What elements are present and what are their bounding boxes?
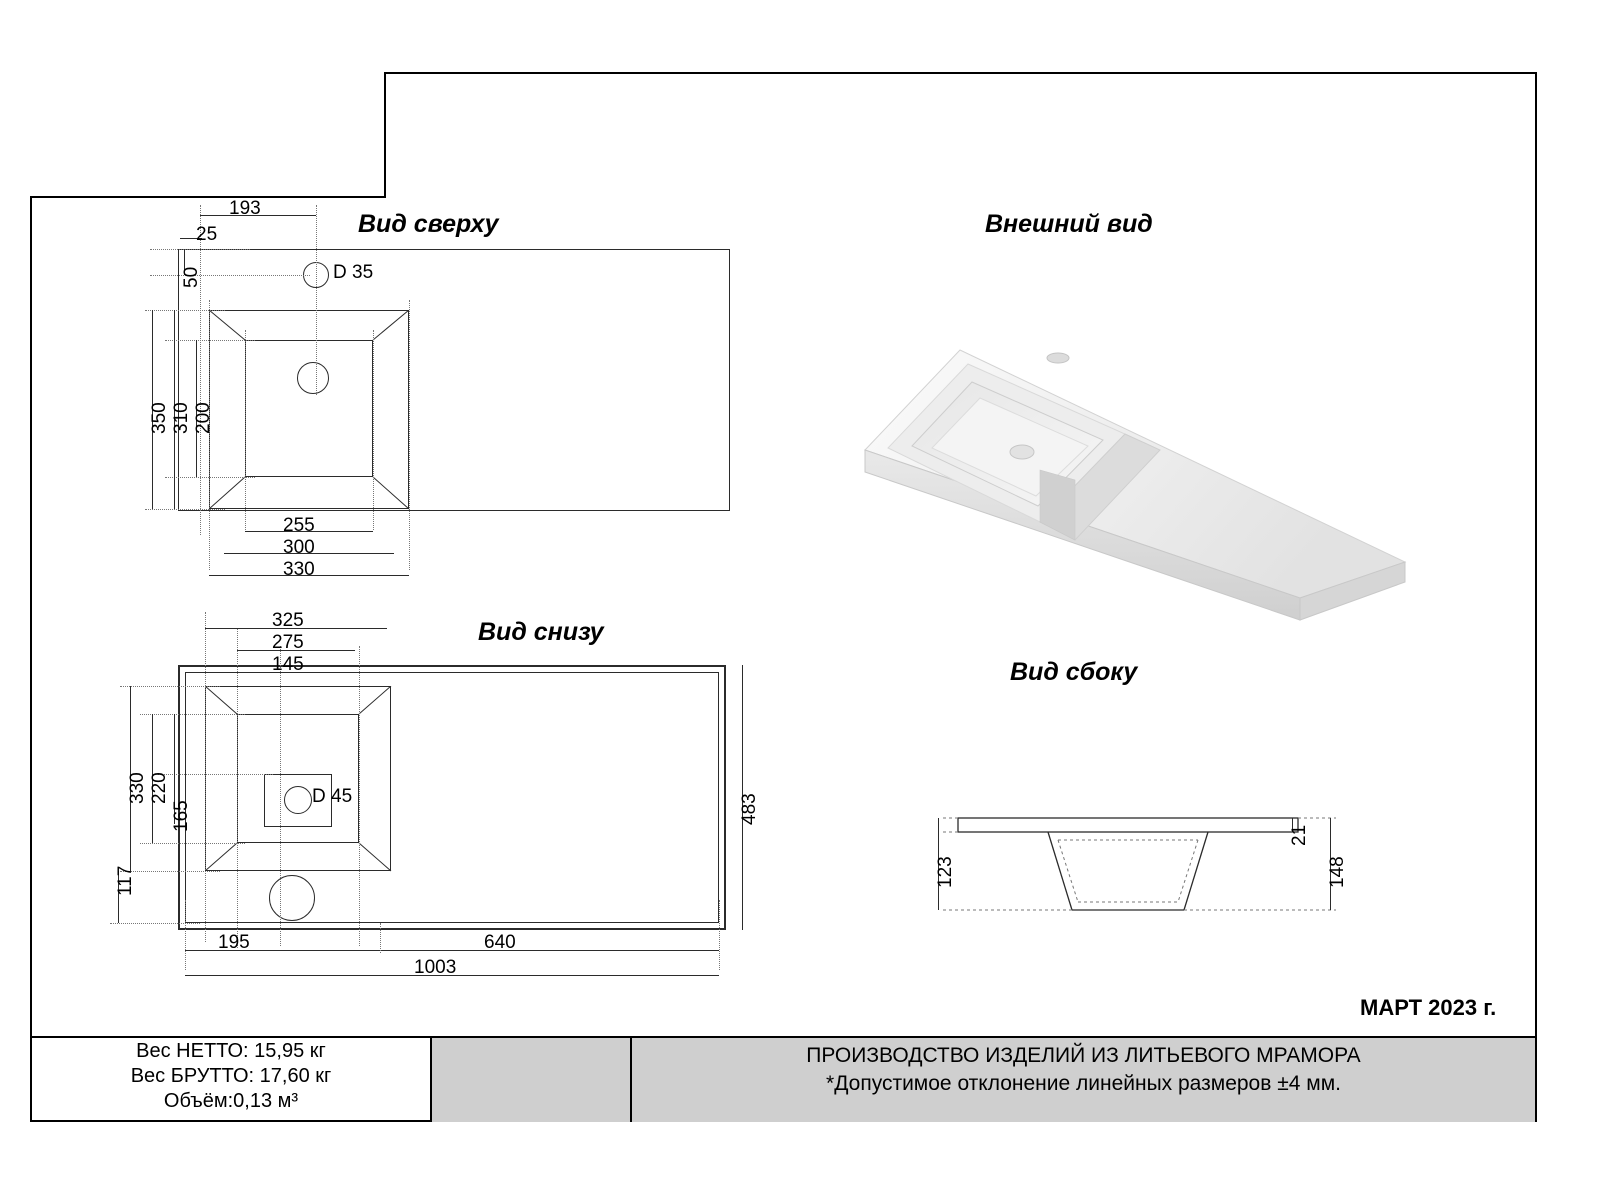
bot-dim-483-text: 483: [739, 793, 760, 825]
bot-dim-195-line: [185, 950, 380, 951]
bot-dim-117-text: 117: [115, 865, 136, 896]
footer-weight-brutto: Вес БРУТТО: 17,60 кг: [130, 1065, 332, 1087]
bot-dim-325-text: 325: [272, 610, 304, 631]
footer-production-cell: [632, 1038, 1535, 1122]
bot-dim-165-text: 165: [171, 800, 192, 832]
title-external-view: Внешний вид: [985, 210, 1153, 238]
bot-ext-v-275: [237, 628, 238, 948]
bot-dim-220-text: 220: [149, 772, 170, 804]
top-ext-v-basin-right: [409, 300, 410, 570]
top-ext-h-basin-top: [145, 310, 225, 311]
frame-left: [30, 196, 32, 1122]
footer-weights-cell: [32, 1038, 432, 1122]
top-ext-h-hole: [150, 275, 310, 276]
bot-ext-h-bottom-edge: [110, 923, 200, 924]
top-dim-330-text: 330: [283, 559, 315, 580]
top-dim-310-text: 310: [171, 402, 192, 434]
side-dim-148-text: 148: [1327, 856, 1348, 888]
top-ext-v-inner-left: [245, 330, 246, 530]
frame-right: [1535, 72, 1537, 1122]
side-view-drawing: [940, 810, 1340, 940]
footer-grey-block: [432, 1038, 632, 1122]
top-view-faucet-hole-label: D 35: [333, 262, 374, 283]
footer-weight-netto: Вес НЕТТО: 15,95 кг: [136, 1040, 326, 1062]
top-ext-h-inner-top: [165, 340, 255, 341]
title-side-view: Вид сбоку: [1010, 658, 1138, 686]
bot-ext-v-left-edge: [185, 900, 186, 970]
bot-ext-v-640-start: [380, 923, 381, 953]
title-bottom-view: Вид снизу: [478, 618, 604, 646]
bot-dim-275-text: 275: [272, 632, 304, 653]
frame-top-left: [30, 196, 386, 198]
footer-production-line2: *Допустимое отклонение линейных размеров ±4 мм.: [826, 1072, 1341, 1095]
frame-top-right: [386, 72, 1537, 74]
bot-ext-h-inner-top: [140, 714, 245, 715]
bot-ext-v-basinright: [359, 646, 360, 946]
bot-dim-195-text: 195: [218, 932, 250, 953]
top-dim-255-text: 255: [283, 515, 315, 536]
footer-production-line1: ПРОИЗВОДСТВО ИЗДЕЛИЙ ИЗ ЛИТЬЕВОГО МРАМОРА: [806, 1044, 1361, 1067]
top-dim-300-text: 300: [283, 537, 315, 558]
date-stamp: МАРТ 2023 г.: [1360, 995, 1497, 1020]
top-ext-v-193: [200, 205, 201, 535]
side-dim-21-text: 21: [1289, 824, 1310, 846]
top-ext-h-inner-bot: [165, 477, 255, 478]
footer-volume: Объём:0,13 м³: [163, 1090, 299, 1112]
top-ext-h-top-edge: [150, 249, 250, 250]
top-dim-350-text: 350: [149, 402, 170, 434]
top-dim-200-text: 200: [193, 402, 214, 434]
top-ext-h-basin-bot: [145, 509, 225, 510]
side-dim-123-text: 123: [935, 856, 956, 888]
frame-top-left-riser: [384, 72, 386, 198]
top-dim-193-text: 193: [229, 198, 261, 219]
bottom-view-drain-hole: [284, 786, 312, 814]
bot-ext-v-right-edge: [719, 900, 720, 970]
top-dim-50-text: 50: [181, 266, 202, 288]
bot-dim-640-line: [380, 950, 719, 951]
bot-dim-145-text: 145: [272, 654, 304, 675]
bot-ext-h-drain-top: [158, 774, 273, 775]
title-top-view: Вид сверху: [358, 210, 499, 238]
footer-top-border: [30, 1036, 1537, 1038]
bot-ext-v-325: [205, 612, 206, 942]
top-ext-v-hole: [316, 205, 317, 395]
bot-ext-h-inner-bot: [140, 843, 245, 844]
bot-ext-h-basin-top: [120, 686, 220, 687]
top-dim-25-text: 25: [196, 224, 218, 245]
bot-dim-1003-text: 1003: [414, 957, 457, 978]
top-ext-v-inner-right: [373, 330, 374, 530]
bottom-view-overflow-hole: [269, 875, 315, 921]
external-view-render: [860, 330, 1420, 630]
top-view-drain-hole: [297, 362, 329, 394]
bot-ext-v-145: [280, 646, 281, 946]
bottom-view-drain-label: D 45: [312, 786, 353, 807]
bot-dim-330-text: 330: [127, 772, 148, 804]
bot-dim-640-text: 640: [484, 932, 516, 953]
